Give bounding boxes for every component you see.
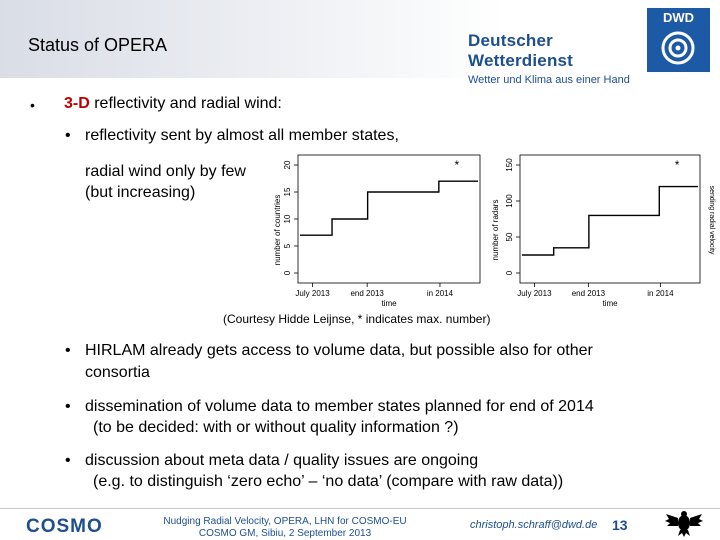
chart1-ylabel: number of countries bbox=[273, 194, 282, 266]
sub-bullet-text: HIRLAM already gets access to volume data, but possible also for other bbox=[85, 342, 593, 359]
chart1-xtick-label: July 2013 bbox=[295, 289, 330, 298]
chart-courtesy-note: (Courtesy Hidde Leijnse, * indicates max. number) bbox=[223, 312, 491, 326]
dwd-wordmark bbox=[468, 31, 643, 86]
slide-title: Status of OPERA bbox=[28, 35, 168, 55]
dwd-swirl-icon bbox=[647, 8, 710, 72]
chart2-xtick-label: July 2013 bbox=[517, 289, 552, 298]
chart1-series-line bbox=[300, 181, 478, 235]
chart1-xtick-label: end 2013 bbox=[350, 289, 384, 298]
chart1-ytick-label: 0 bbox=[283, 270, 292, 276]
footer-line1: Nudging Radial Velocity, OPERA, LHN for COSMO-EU bbox=[163, 516, 407, 527]
cosmo-logo-text: COSMO bbox=[26, 516, 103, 537]
main-bullet-rest: reflectivity and radial wind: bbox=[89, 95, 282, 112]
footer-line2: COSMO GM, Sibiu, 2 September 2013 bbox=[198, 528, 372, 539]
sub4-cont: (e.g. to distinguish ‘zero echo’ – ‘no data’ (compare with raw data)) bbox=[93, 473, 564, 490]
sub-bullet-text: discussion about meta data / quality issues are ongoing bbox=[85, 452, 479, 469]
sub3-cont: (to be decided: with or without quality information ?) bbox=[93, 419, 459, 436]
footer-event bbox=[155, 516, 415, 540]
org-tagline: Wetter und Klima aus einer Hand bbox=[468, 74, 630, 86]
chart2-ytick-label: 0 bbox=[505, 270, 514, 276]
chart2-ylabel: number of radars bbox=[491, 199, 500, 261]
main-bullet-text bbox=[64, 95, 282, 113]
cosmo-logo bbox=[22, 513, 122, 538]
chart2-ytick-label: 100 bbox=[505, 194, 514, 208]
bullet-marker: • bbox=[30, 97, 35, 113]
chart1-ytick-label: 20 bbox=[283, 160, 292, 170]
page-number: 13 bbox=[612, 517, 628, 533]
chart-countries bbox=[268, 150, 486, 310]
sub-bullet-marker: • bbox=[65, 452, 71, 469]
sub-bullet-text: dissemination of volume data to member states planned for end of 2014 bbox=[85, 398, 594, 415]
chart1-frame bbox=[298, 155, 480, 283]
sub-bullet-dissemination bbox=[65, 398, 594, 416]
chart2-max-marker: * bbox=[674, 158, 680, 172]
sub1-cont-a: radial wind only by few bbox=[85, 163, 246, 180]
dwd-logo bbox=[647, 8, 710, 72]
sub1-cont-b: (but increasing) bbox=[85, 184, 196, 201]
org-name: Deutscher Wetterdienst bbox=[468, 31, 574, 70]
sub-bullet-marker: • bbox=[65, 342, 71, 359]
chart2-xtick-label: in 2014 bbox=[647, 289, 674, 298]
chart2-ytick-label: 50 bbox=[505, 232, 514, 242]
chart2-xlabel: time bbox=[602, 299, 618, 308]
sub-bullet-hirlam bbox=[65, 342, 593, 360]
highlight-3d: 3-D bbox=[64, 95, 90, 112]
chart1-ytick-label: 5 bbox=[283, 243, 292, 249]
sub-bullet-metadata bbox=[65, 452, 479, 470]
federal-eagle-icon bbox=[664, 510, 704, 538]
chart-radars bbox=[488, 150, 720, 310]
sub-bullet-reflectivity bbox=[65, 127, 399, 145]
footer-email: christoph.schraff@dwd.de bbox=[470, 519, 598, 531]
sub-bullet-marker: • bbox=[65, 127, 71, 144]
chart1-max-marker: * bbox=[454, 158, 460, 172]
chart2-frame bbox=[520, 155, 700, 283]
chart2-right-label: sending radial velocity bbox=[708, 185, 715, 255]
chart1-xlabel: time bbox=[381, 299, 397, 308]
chart2-xtick-label: end 2013 bbox=[571, 289, 606, 298]
chart2-ytick-label: 150 bbox=[505, 158, 514, 172]
sub-bullet-marker: • bbox=[65, 398, 71, 415]
chart2-series-line bbox=[522, 187, 698, 255]
sub2-cont: consortia bbox=[85, 364, 150, 381]
chart1-ytick-label: 10 bbox=[283, 214, 292, 224]
footer-divider bbox=[0, 508, 720, 509]
dwd-logo-label: DWD bbox=[662, 10, 695, 25]
chart1-xtick-label: in 2014 bbox=[426, 289, 454, 298]
chart1-ytick-label: 15 bbox=[283, 187, 292, 197]
sub-bullet-text: reflectivity sent by almost all member states, bbox=[85, 127, 399, 144]
